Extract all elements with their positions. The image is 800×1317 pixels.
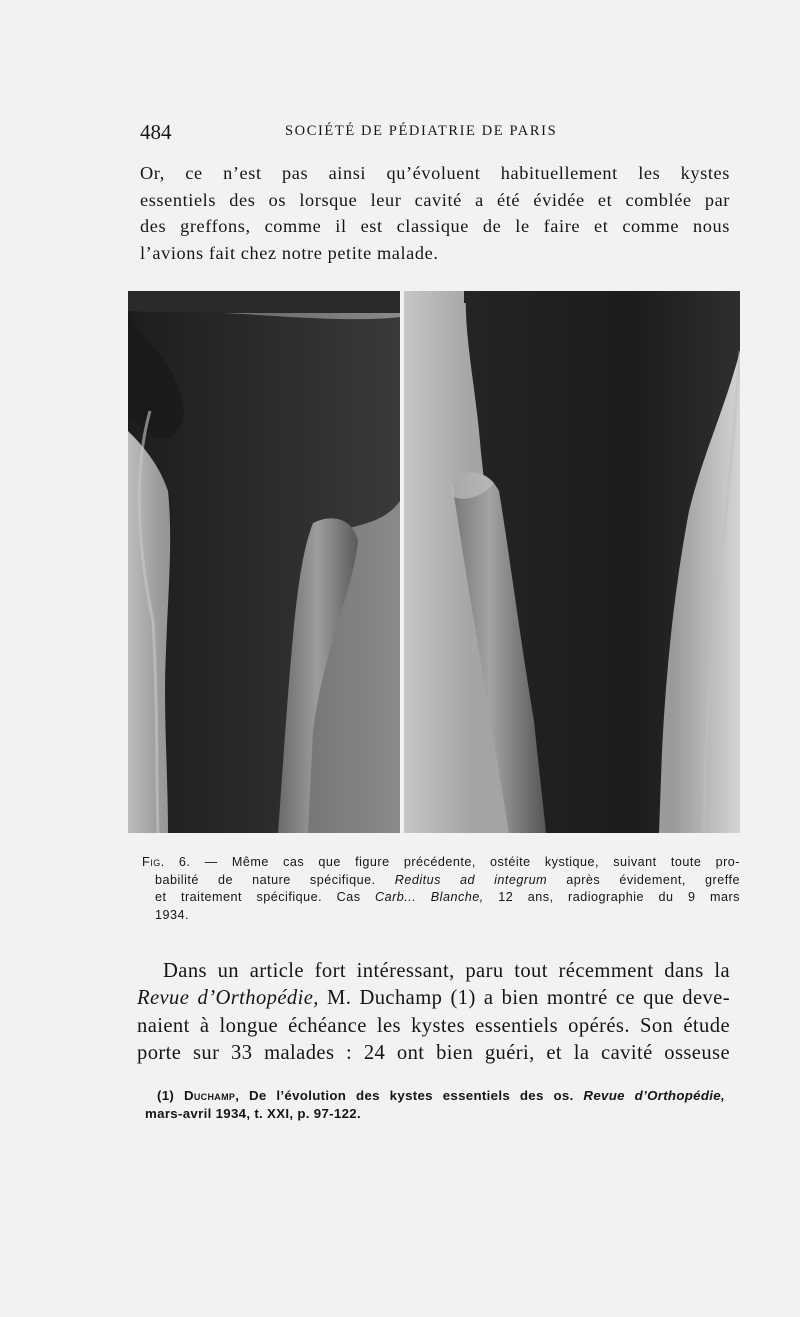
- caption-line: 1934.: [155, 907, 190, 922]
- paragraph-1-line: Or, ce n’est pas ainsi qu’évoluent habituellement les kystes: [140, 163, 730, 183]
- caption-text: et traitement spécifique. Cas: [155, 890, 376, 904]
- caption-text: après évidement, greffe: [547, 872, 740, 887]
- caption-line: [128, 854, 740, 872]
- radiograph-right: [404, 291, 740, 833]
- radiograph-left-image: [128, 291, 400, 833]
- caption-text: — Même cas que figure précédente, ostéite kystique, suivant toute pro-: [190, 855, 740, 869]
- footnote-text: , De l’évolution des kystes essentiels des os.: [235, 1088, 584, 1103]
- caption-italic: Carb... Blanche,: [375, 890, 484, 904]
- footnote-line: [145, 1087, 725, 1105]
- journal-title: Revue d’Orthopédie,: [137, 987, 319, 1010]
- paragraph-2-line: naient à longue échéance les kystes essentiels opérés. Son étude: [137, 1014, 730, 1037]
- caption-line: [128, 872, 740, 890]
- paragraph-2-line: [137, 985, 730, 1012]
- paragraph-2-line: Dans un article fort intéressant, paru tout récemment dans la: [163, 960, 730, 982]
- paragraph-2-text: M. Duchamp (1) a bien montré ce que deve-: [318, 987, 730, 1010]
- footnote-author: Duchamp: [183, 1088, 236, 1103]
- footnote-marker: (1): [157, 1088, 184, 1103]
- radiograph-left: [128, 291, 400, 833]
- figure-caption: [128, 854, 740, 924]
- paragraph-1-line: essentiels des os lorsque leur cavité a été évidée et comblée par: [140, 189, 730, 210]
- paragraph-2-line: porte sur 33 malades : 24 ont bien guéri, et la cavité osseuse: [137, 1041, 730, 1064]
- caption-text: babilité de nature spécifique.: [155, 872, 395, 887]
- paragraph-1: [140, 160, 730, 266]
- caption-italic: Reditus ad integrum: [394, 872, 548, 887]
- page-number: 484: [140, 120, 172, 144]
- caption-line: [128, 889, 740, 907]
- caption-text: 12 ans, radiographie du 9 mars: [483, 890, 740, 904]
- radiograph-right-image: [404, 291, 740, 833]
- footnote-journal: Revue d’Orthopédie,: [583, 1088, 725, 1103]
- running-head: SOCIÉTÉ DE PÉDIATRIE DE PARIS: [285, 123, 558, 139]
- caption-label: Fig. 6.: [142, 855, 191, 869]
- paragraph-1-line: l’avions fait chez notre petite malade.: [140, 242, 439, 263]
- paragraph-2: [137, 958, 730, 1067]
- footnote-line: mars-avril 1934, t. XXI, p. 97-122.: [145, 1106, 361, 1121]
- paragraph-1-line: des greffons, comme il est classique de le faire et comme nous: [140, 216, 730, 236]
- radiograph-figure: [128, 291, 740, 833]
- footnote: [145, 1087, 725, 1123]
